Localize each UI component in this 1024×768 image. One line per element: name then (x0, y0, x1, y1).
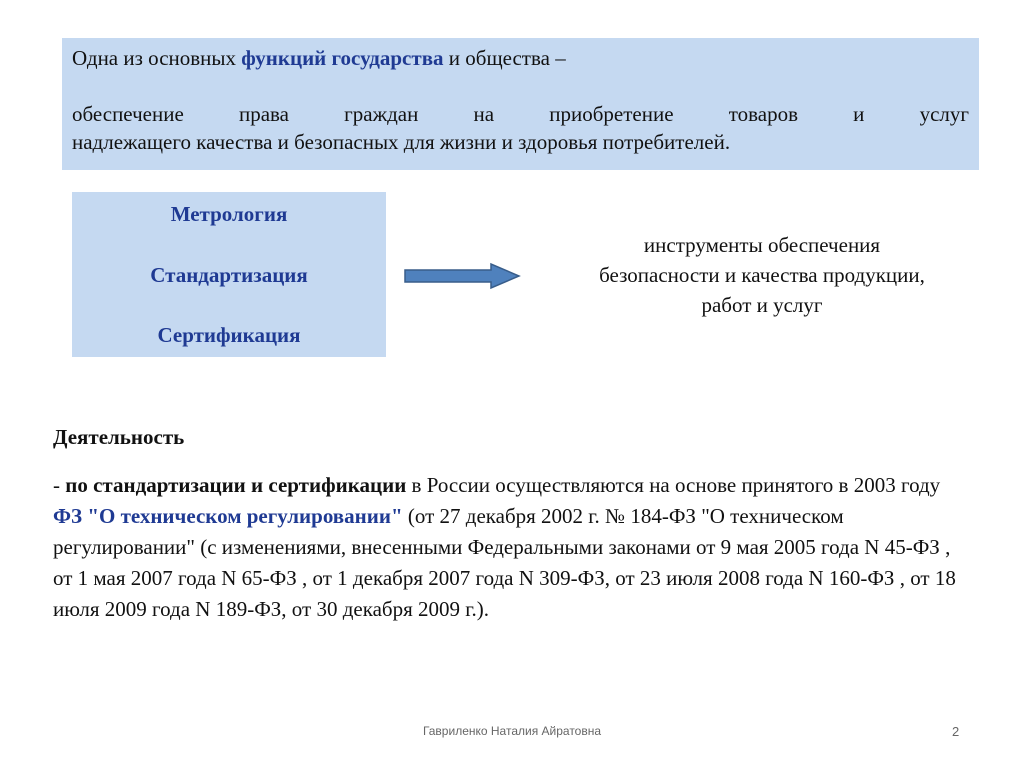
discipline-standardization: Стандартизация (150, 263, 308, 287)
definition-line-1: Одна из основных функций государства и общества – (72, 46, 566, 70)
activity-bold-topic: по стандартизации и сертификации (65, 473, 407, 497)
page-number: 2 (952, 724, 960, 739)
instruments-line-3: работ и услуг (701, 293, 823, 317)
activity-paragraph: - по стандартизации и сертификации в России осуществляются на основе принятого в 2003 году ФЗ "О техническом регулировании" (от 27 декабря 2002 г. № 184-ФЗ "О техническом регулировании" (с изменениями, внесенными Федеральными законами от 9 мая 2005 года N 45-ФЗ , от 1 мая 2007 года N 65-ФЗ , от 1 декабря 2007 года N 309-ФЗ, от 23 июля 2008 года N 160-ФЗ , от 18 июля 2009 года N 189-ФЗ, от 30 декабря 2009 г.). (53, 473, 956, 621)
definition-line-2: обеспечение права граждан на приобретение товаров и услуг (72, 102, 969, 126)
disciplines-box (72, 192, 386, 357)
footer-author: Гавриленко Наталия Айратовна (422, 724, 602, 738)
definition-line-3: надлежащего качества и безопасных для жизни и здоровья потребителей. (72, 130, 731, 154)
activity-title: Деятельность (53, 425, 185, 449)
instruments-line-2: безопасности и качества продукции, (599, 263, 925, 287)
activity-law-name: ФЗ "О техническом регулировании" (53, 504, 403, 528)
instruments-line-1: инструменты обеспечения (643, 233, 881, 257)
discipline-certification: Сертификация (157, 323, 301, 347)
instruments-text (534, 230, 990, 320)
definition-highlight: функций государства (241, 46, 444, 70)
definition-box (62, 38, 979, 170)
discipline-metrology: Метрология (170, 202, 288, 226)
right-arrow-icon (403, 262, 523, 292)
